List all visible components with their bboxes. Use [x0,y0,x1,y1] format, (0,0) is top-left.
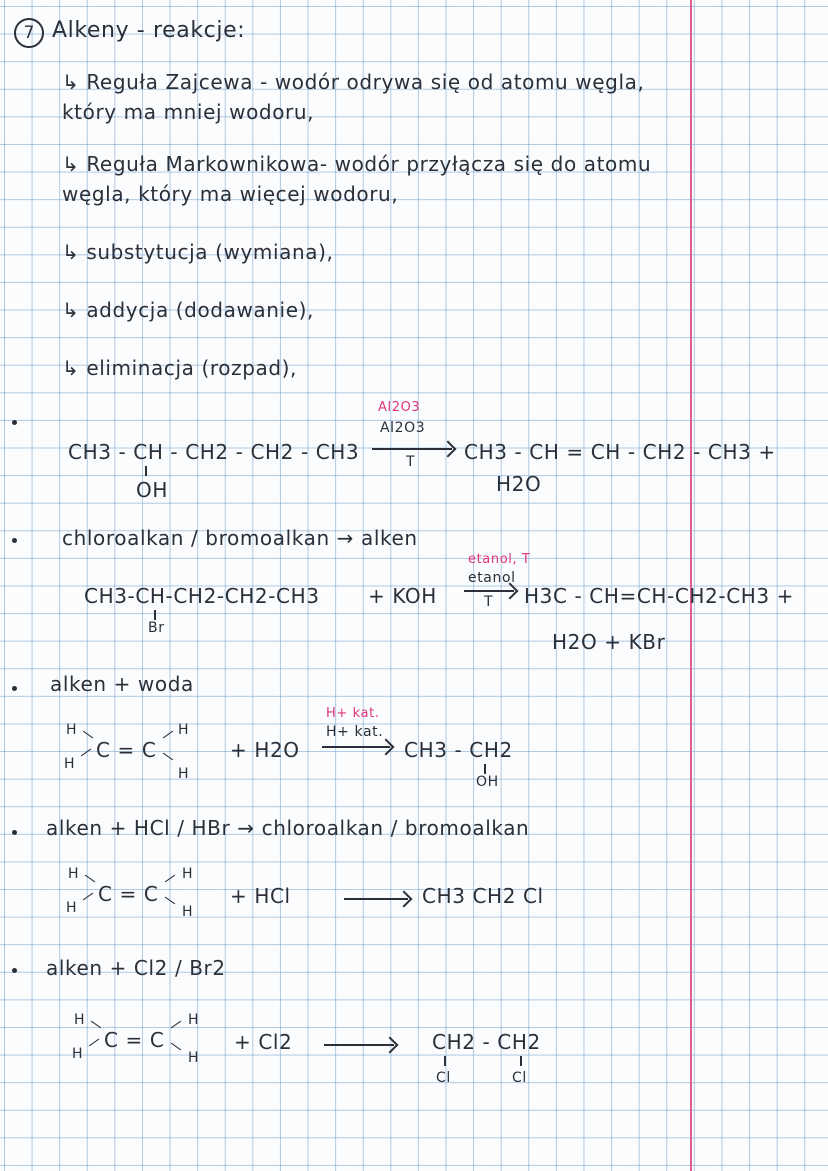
s4-double-bond: C = C [98,882,159,906]
s5-title: alken + Cl2 / Br2 [46,956,226,980]
type-elimination: ↳ eliminacja (rozpad), [62,356,297,380]
s4-h-bottom-left: H [66,900,78,916]
s4-arrow [344,898,408,900]
s2-catalyst: etanol [468,570,516,586]
s3-oh: OH [476,774,499,790]
s3-h-top-right: H [178,722,190,738]
bullet [12,538,17,543]
r1-catalyst-red: Al2O3 [378,400,421,415]
s4-h-top-right: H [182,866,194,882]
s2-condition: T [484,594,494,610]
s4-product: CH3 CH2 Cl [422,884,544,908]
bond-line [83,731,93,739]
s5-h-bottom-right: H [188,1050,200,1066]
s2-byproducts: H2O + KBr [552,630,666,654]
s3-title: alken + woda [50,672,194,696]
bond-tick [154,610,156,620]
s2-reactant: CH3-CH-CH2-CH2-CH3 [84,584,320,608]
r1-arrow [372,448,452,450]
s3-double-bond: C = C [96,738,157,762]
bond-line [91,1021,101,1029]
s3-h-bottom-left: H [64,756,76,772]
bullet [12,686,17,691]
s4-plus-reagent: + HCl [230,884,291,908]
r1-product: CH3 - CH = CH - CH2 - CH3 + [464,440,776,464]
section-title: Alkeny - reakcje: [52,18,246,43]
bullet [12,830,17,835]
bond-line [83,893,93,901]
r1-oh: OH [136,478,168,502]
s5-h-top-right: H [188,1012,200,1028]
s5-product: CH2 - CH2 [432,1030,541,1054]
rule-zajcew-line2: który ma mniej wodoru, [62,100,315,124]
s3-catalyst-red: H+ kat. [326,706,380,721]
s5-double-bond: C = C [104,1028,165,1052]
s5-arrow [324,1044,394,1046]
s5-cl-right: Cl [512,1070,527,1086]
rule-markownikow-line2: węgla, który ma więcej wodoru, [62,182,399,206]
r1-condition: T [406,454,416,470]
s5-plus-reagent: + Cl2 [234,1030,293,1054]
s2-title: chloroalkan / bromoalkan → alken [62,526,418,550]
s5-h-top-left: H [74,1012,86,1028]
bond-line [163,731,173,739]
s5-cl-left: Cl [436,1070,451,1086]
s2-br: Br [148,620,165,636]
s3-h-bottom-right: H [178,766,190,782]
type-addition: ↳ addycja (dodawanie), [62,298,314,322]
s4-h-bottom-right: H [182,904,194,920]
bullet [12,420,17,425]
s3-h-top-left: H [66,722,78,738]
bond-tick [145,466,147,476]
s4-h-top-left: H [68,866,80,882]
s2-arrow [464,590,514,592]
bond-tick [484,764,486,774]
rule-zajcew-line1: ↳ Reguła Zajcewa - wodór odrywa się od atomu węgla, [62,70,645,94]
s2-catalyst-red: etanol, T [468,552,531,567]
section-number-badge: 7 [14,18,44,48]
s5-h-bottom-left: H [72,1046,84,1062]
type-substitution: ↳ substytucja (wymiana), [62,240,334,264]
bond-line [163,753,173,761]
bond-line [171,1043,181,1051]
s2-product: H3C - CH=CH-CH2-CH3 + [524,584,795,608]
bullet [12,968,17,973]
s3-plus-water: + H2O [230,738,300,762]
rule-markownikow-line1: ↳ Reguła Markownikowa- wodór przyłącza się do atomu [62,152,652,176]
bond-tick [444,1056,446,1066]
bond-line [165,897,175,905]
s3-product: CH3 - CH2 [404,738,513,762]
bond-tick [520,1056,522,1066]
bond-line [85,875,95,883]
bond-line [171,1021,181,1029]
s3-catalyst: H+ kat. [326,724,384,740]
s4-title: alken + HCl / HBr → chloroalkan / bromoalkan [46,816,530,840]
r1-catalyst: Al2O3 [380,420,426,436]
bond-line [81,749,91,757]
s3-arrow [322,746,390,748]
s2-plus-koh: + KOH [368,584,437,608]
r1-reactant: CH3 - CH - CH2 - CH2 - CH3 [68,440,360,464]
r1-water: H2O [496,472,542,496]
bond-line [165,875,175,883]
bond-line [89,1039,99,1047]
